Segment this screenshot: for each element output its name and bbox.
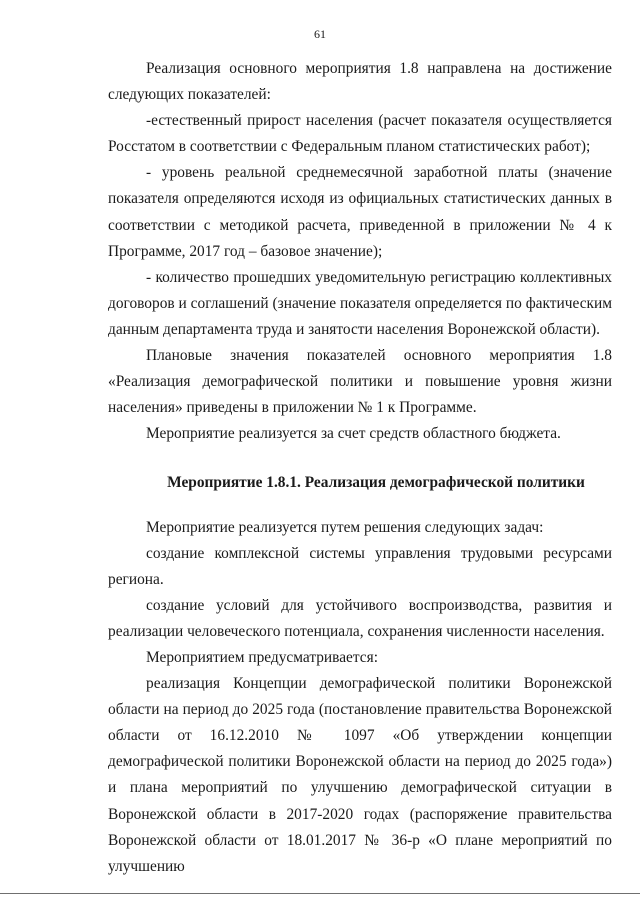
page-number: 61 [314, 27, 326, 41]
paragraph-planned-values: Плановые значения показателей основного мероприятия 1.8 «Реализация демографической политики и повышение уровня жизни населения» приведены в приложении № 1 к Программе. [108, 347, 612, 417]
paragraph-tasks-intro: Мероприятие реализуется путем решения следующих задач: [146, 518, 544, 536]
paragraph-task-labor: создание комплексной системы управления трудовыми ресурсами региона. [108, 544, 612, 588]
paragraph-concept: реализация Концепции демографической политики Воронежской области на период до 2025 года (постановление правительства Воронежской области от 16.12.2010 № 1097 «Об утверждении концепции демографической политики Воронежской области на период до 2025 года») и плана мероприятий по улучшению демографической ситуации в Воронежской области в 2017-2020 годах (распоряжение правительства Воронежской области от 18.01.2017 № 36-р «О плане мероприятий по улучшению [108, 675, 612, 875]
paragraph-task-reproduction: создание условий для устойчивого воспроизводства, развития и реализации человеческого потенциала, сохранения численности населения. [108, 596, 612, 640]
section-heading: Мероприятие 1.8.1. Реализация демографической политики [167, 474, 585, 492]
paragraph-indicator-agreements: - количество прошедших уведомительную регистрацию коллективных договоров и соглашений (значение показателя определяется по фактическим данным департамента труда и занятости населения Воронежской области). [108, 268, 612, 338]
paragraph-funding: Мероприятие реализуется за счет средств областного бюджета. [146, 425, 561, 443]
bottom-rule [0, 893, 640, 894]
paragraph-provisions-intro: Мероприятием предусматривается: [146, 648, 378, 666]
document-body [108, 56, 612, 880]
paragraph-indicator-salary: - уровень реальной среднемесячной заработной платы (значение показателя определяются исходя из официальных статистических данных в соответствии с методикой расчета, приведенной в приложении № 4 к Программе, 2017 год – базовое значение); [108, 164, 612, 260]
paragraph-intro: Реализация основного мероприятия 1.8 направлена на достижение следующих показателей: [108, 60, 612, 104]
paragraph-indicator-population: -естественный прирост населения (расчет показателя осуществляется Росстатом в соответствии с Федеральным планом статистических работ); [108, 112, 612, 156]
